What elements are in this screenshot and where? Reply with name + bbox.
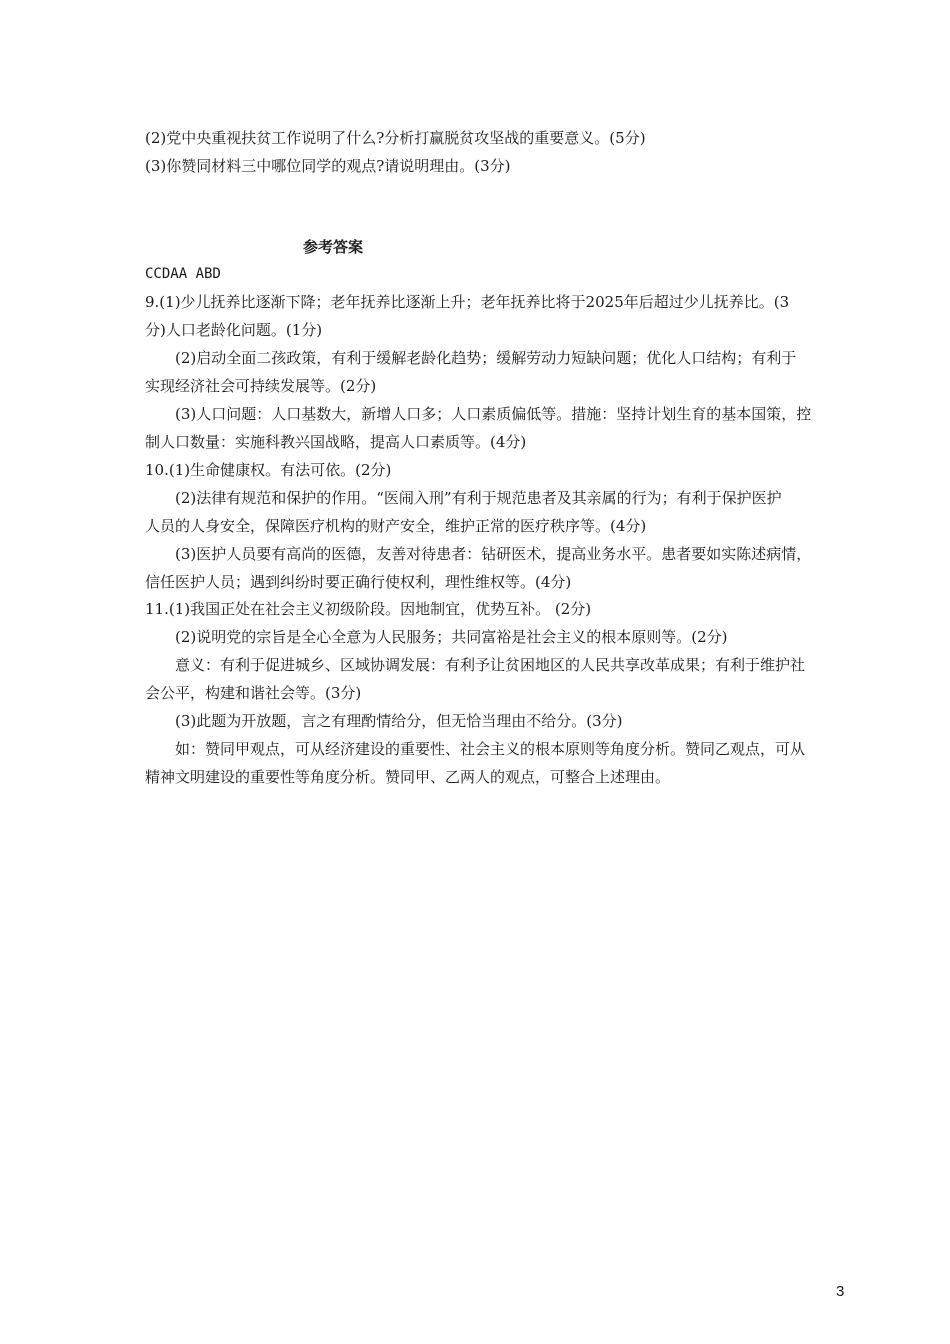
answer-10-line-4: (3)医护人员要有高尚的医德，友善对待患者：钻研医术，提高业务水平。患者要如实陈述病情， [175,545,812,563]
answer-10-line-2: (2)法律有规范和保护的作用。“医闹入刑”有利于规范患者及其亲属的行为；有利于保护医护 [175,489,782,507]
answer-9-line-5: (3)人口问题：人口基数大，新增人口多；人口素质偏低等。措施：坚持计划生育的基本国策，控 [175,405,812,423]
answers-heading: 参考答案 [303,238,364,256]
page-number: 3 [836,1283,845,1300]
answer-10-line-1: 10.(1)生命健康权。有法可依。(2分) [145,461,392,479]
answer-9-line-3: (2)启动全面二孩政策，有利于缓解老龄化趋势；缓解劳动力短缺问题；优化人口结构；有利于 [175,349,797,367]
question-3: (3)你赞同材料三中哪位同学的观点?请说明理由。(3分) [145,157,511,175]
question-2: (2)党中央重视扶贫工作说明了什么?分析打赢脱贫攻坚战的重要意义。(5分) [145,129,646,147]
answer-9-line-6: 制人口数量：实施科教兴国战略，提高人口素质等。(4分) [145,433,527,451]
answer-9-line-4: 实现经济社会可持续发展等。(2分) [145,377,377,395]
answer-11-line-4: 会公平，构建和谐社会等。(3分) [145,684,362,702]
answer-11-line-1: 11.(1)我国正处在社会主义初级阶段。因地制宜，优势互补。 (2分) [145,600,592,618]
answer-9-line-2: 分)人口老龄化问题。(1分) [145,321,323,339]
answer-11-line-5: (3)此题为开放题，言之有理酌情给分，但无恰当理由不给分。(3分) [175,712,623,730]
answer-9-line-1: 9.(1)少儿抚养比逐渐下降；老年抚养比逐渐上升；老年抚养比将于2025年后超过少儿抚养比。(3 [145,293,790,311]
answer-11-line-2: (2)说明党的宗旨是全心全意为人民服务；共同富裕是社会主义的根本原则等。(2分) [175,628,728,646]
answer-10-line-5: 信任医护人员；遇到纠纷时要正确行使权利，理性维权等。(4分) [145,573,572,591]
answer-10-line-3: 人员的人身安全，保障医疗机构的财产安全，维护正常的医疗秩序等。(4分) [145,517,647,535]
answer-11-line-7: 精神文明建设的重要性等角度分析。赞同甲、乙两人的观点，可整合上述理由。 [145,768,671,786]
answer-11-line-6: 如：赞同甲观点，可从经济建设的重要性、社会主义的根本原则等角度分析。赞同乙观点，可从 [175,740,806,758]
choice-answers: CCDAA ABD [145,266,221,282]
answer-11-line-3: 意义：有利于促进城乡、区域协调发展：有利予让贫困地区的人民共享改革成果；有利于维护社 [175,656,806,674]
